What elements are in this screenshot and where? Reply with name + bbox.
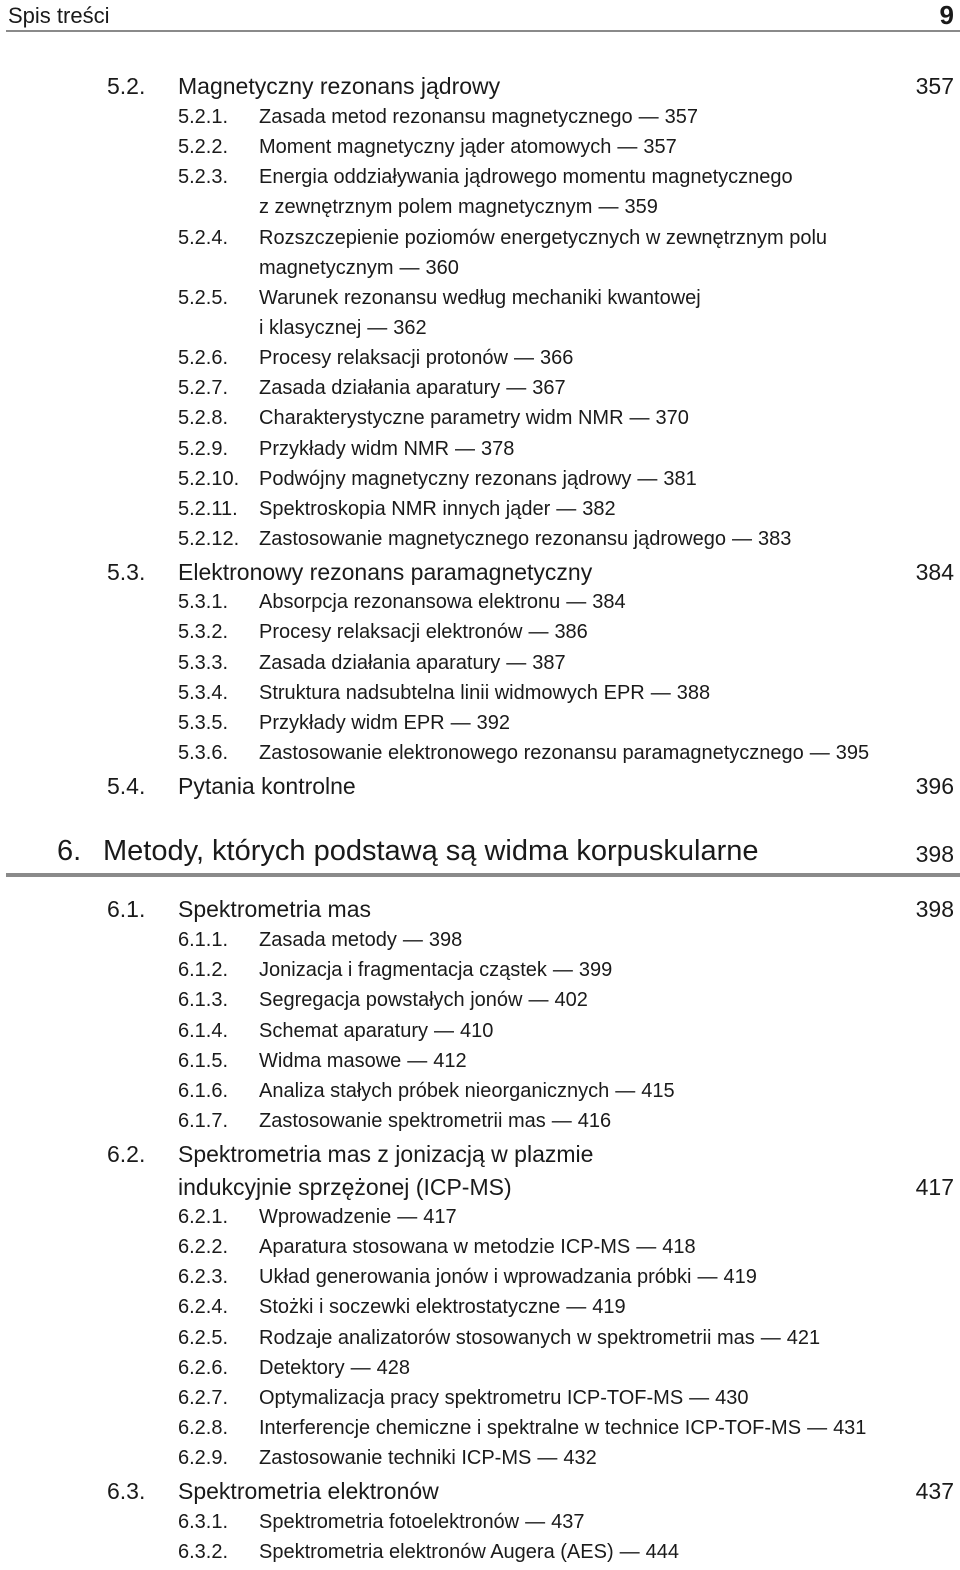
section-page: 437 [915, 1478, 954, 1504]
toc-entry[interactable]: Energia oddziaływania jądrowego momentu magnetycznego [259, 166, 793, 188]
subsection-number: 5.2.8. [178, 407, 229, 429]
subsection-number: 6.1.2. [178, 959, 229, 981]
section-title[interactable]: Pytania kontrolne [178, 773, 356, 799]
toc-entry-continuation[interactable]: i klasycznej — 362 [259, 317, 427, 339]
subsection-number: 5.2.4. [178, 227, 229, 249]
subsection-number: 6.2.7. [178, 1387, 229, 1409]
section-number: 6.1. [107, 896, 146, 922]
subsection-number: 6.1.3. [178, 989, 229, 1011]
toc-entry[interactable]: Zasada działania aparatury — 387 [259, 652, 566, 674]
subsection-number: 5.3.5. [178, 712, 229, 734]
section-title[interactable]: Spektrometria elektronów [178, 1478, 439, 1504]
section-title-continuation[interactable]: indukcyjnie sprzężonej (ICP-MS) [178, 1174, 512, 1200]
toc-entry[interactable]: Spektrometria elektronów Augera (AES) — 444 [259, 1541, 679, 1563]
toc-entry[interactable]: Stożki i soczewki elektrostatyczne — 419 [259, 1296, 626, 1318]
section-title[interactable]: Elektronowy rezonans paramagnetyczny [178, 559, 593, 585]
toc-entry[interactable]: Zastosowanie techniki ICP-MS — 432 [259, 1447, 597, 1469]
chapter-page: 398 [915, 841, 954, 867]
subsection-number: 5.2.7. [178, 377, 229, 399]
toc-entry[interactable]: Zastosowanie elektronowego rezonansu paramagnetycznego — 395 [259, 742, 870, 764]
chapter-number: 6. [57, 835, 82, 867]
subsection-number: 5.3.2. [178, 621, 229, 643]
subsection-number: 6.2.3. [178, 1266, 229, 1288]
subsection-number: 5.3.1. [178, 591, 229, 613]
toc-entry[interactable]: Przykłady widm EPR — 392 [259, 712, 510, 734]
toc-entry[interactable]: Jonizacja i fragmentacja cząstek — 399 [259, 959, 613, 981]
section-number: 5.3. [107, 559, 146, 585]
subsection-number: 6.2.5. [178, 1327, 229, 1349]
subsection-number: 5.2.5. [178, 287, 229, 309]
section-number: 6.3. [107, 1478, 146, 1504]
header-page-number: 9 [939, 0, 954, 30]
toc-entry[interactable]: Aparatura stosowana w metodzie ICP-MS — 418 [259, 1236, 696, 1258]
subsection-number: 5.2.3. [178, 166, 229, 188]
section-number: 6.2. [107, 1141, 146, 1167]
toc-entry[interactable]: Zasada działania aparatury — 367 [259, 377, 566, 399]
toc-entry[interactable]: Analiza stałych próbek nieorganicznych — 415 [259, 1080, 675, 1102]
section-page: 357 [915, 73, 954, 99]
toc-entry[interactable]: Segregacja powstałych jonów — 402 [259, 989, 588, 1011]
subsection-number: 6.3.1. [178, 1511, 229, 1533]
toc-entry[interactable]: Warunek rezonansu według mechaniki kwantowej [259, 287, 701, 309]
section-title[interactable]: Spektrometria mas z jonizacją w plazmie [178, 1141, 594, 1167]
chapter-title[interactable]: Metody, których podstawą są widma korpuskularne [103, 835, 759, 867]
toc-entry[interactable]: Wprowadzenie — 417 [259, 1206, 457, 1228]
toc-entry[interactable]: Rodzaje analizatorów stosowanych w spektrometrii mas — 421 [259, 1327, 821, 1349]
toc-entry[interactable]: Struktura nadsubtelna linii widmowych EPR — 388 [259, 682, 711, 704]
toc-entry[interactable]: Przykłady widm NMR — 378 [259, 438, 515, 460]
section-page: 398 [915, 896, 954, 922]
toc-entry[interactable]: Interferencje chemiczne i spektralne w technice ICP-TOF-MS — 431 [259, 1417, 867, 1439]
toc-entry[interactable]: Podwójny magnetyczny rezonans jądrowy — 381 [259, 468, 697, 490]
subsection-number: 5.3.6. [178, 742, 229, 764]
subsection-number: 6.1.7. [178, 1110, 229, 1132]
toc-entry[interactable]: Widma masowe — 412 [259, 1050, 467, 1072]
toc-entry[interactable]: Absorpcja rezonansowa elektronu — 384 [259, 591, 626, 613]
section-page: 384 [915, 559, 954, 585]
section-page: 396 [915, 773, 954, 799]
subsection-number: 6.1.1. [178, 929, 229, 951]
subsection-number: 6.2.8. [178, 1417, 229, 1439]
subsection-number: 6.2.1. [178, 1206, 229, 1228]
toc-entry[interactable]: Zasada metod rezonansu magnetycznego — 357 [259, 106, 698, 128]
subsection-number: 5.2.11. [178, 498, 238, 520]
toc-entry[interactable]: Zastosowanie magnetycznego rezonansu jądrowego — 383 [259, 528, 792, 550]
subsection-number: 6.1.6. [178, 1080, 229, 1102]
toc-entry-continuation[interactable]: z zewnętrznym polem magnetycznym — 359 [259, 196, 658, 218]
section-page: 417 [915, 1174, 954, 1200]
toc-entry[interactable]: Zasada metody — 398 [259, 929, 463, 951]
toc-entry[interactable]: Procesy relaksacji protonów — 366 [259, 347, 574, 369]
subsection-number: 5.2.6. [178, 347, 229, 369]
toc-entry[interactable]: Procesy relaksacji elektronów — 386 [259, 621, 588, 643]
toc-entry[interactable]: Moment magnetyczny jąder atomowych — 357 [259, 136, 677, 158]
toc-entry[interactable]: Zastosowanie spektrometrii mas — 416 [259, 1110, 612, 1132]
toc-entry[interactable]: Optymalizacja pracy spektrometru ICP-TOF-MS — 430 [259, 1387, 749, 1409]
section-title[interactable]: Spektrometria mas [178, 896, 372, 922]
subsection-number: 6.2.6. [178, 1357, 229, 1379]
subsection-number: 5.2.2. [178, 136, 229, 158]
subsection-number: 5.2.10. [178, 468, 240, 490]
subsection-number: 6.1.5. [178, 1050, 229, 1072]
header-title: Spis treści [8, 3, 110, 28]
subsection-number: 6.2.9. [178, 1447, 229, 1469]
toc-entry[interactable]: Spektrometria fotoelektronów — 437 [259, 1511, 585, 1533]
subsection-number: 5.3.3. [178, 652, 229, 674]
section-number: 5.4. [107, 773, 146, 799]
subsection-number: 5.3.4. [178, 682, 229, 704]
toc-entry[interactable]: Schemat aparatury — 410 [259, 1020, 494, 1042]
subsection-number: 6.2.4. [178, 1296, 229, 1318]
chapter-divider [6, 873, 960, 877]
toc-entry[interactable]: Spektroskopia NMR innych jąder — 382 [259, 498, 616, 520]
section-number: 5.2. [107, 73, 146, 99]
subsection-number: 6.2.2. [178, 1236, 229, 1258]
subsection-number: 5.2.1. [178, 106, 229, 128]
toc-entry[interactable]: Układ generowania jonów i wprowadzania próbki — 419 [259, 1266, 757, 1288]
subsection-number: 5.2.9. [178, 438, 229, 460]
subsection-number: 6.1.4. [178, 1020, 229, 1042]
toc-entry[interactable]: Charakterystyczne parametry widm NMR — 370 [259, 407, 689, 429]
section-title: Magnetyczny rezonans jądrowy [178, 73, 501, 99]
toc-entry[interactable]: Rozszczepienie poziomów energetycznych w zewnętrznym polu [259, 227, 828, 249]
subsection-number: 5.2.12. [178, 528, 240, 550]
subsection-number: 6.3.2. [178, 1541, 229, 1563]
toc-entry-continuation[interactable]: magnetycznym — 360 [259, 257, 459, 279]
toc-entry[interactable]: Detektory — 428 [259, 1357, 410, 1379]
